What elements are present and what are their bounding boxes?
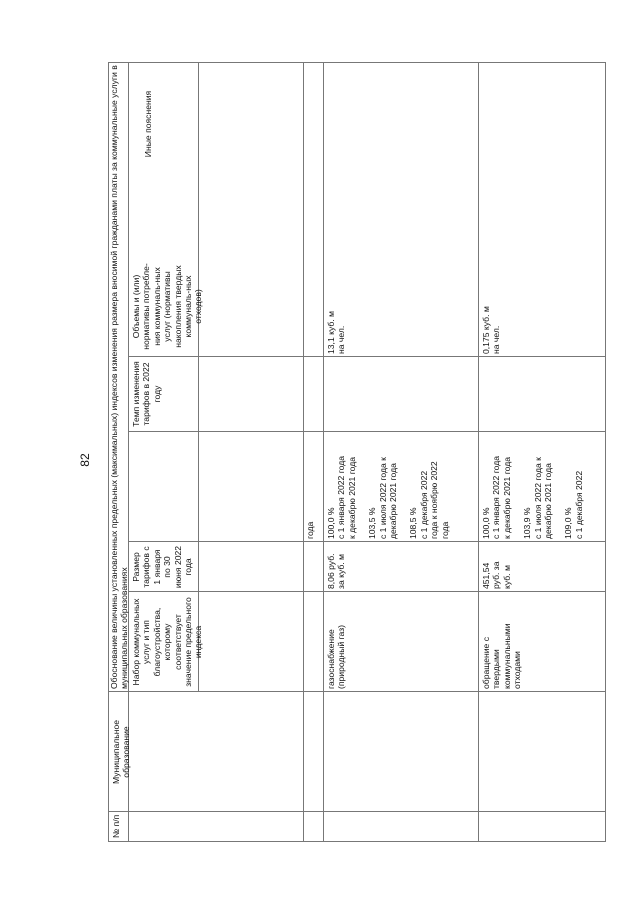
rate-item: 103,9 % с 1 июля 2022 года к декабрю 2021 года bbox=[522, 457, 554, 539]
table-row-2-rates bbox=[481, 433, 603, 539]
header-volumes: Объемы и (или) нормативы потребле-ния коммуналь-ных услуг (нормативы накопления твердых коммуналь-ных отходов) bbox=[131, 263, 204, 350]
header-num: № п/п bbox=[111, 814, 121, 838]
table-row-1-volume: 13,1 куб. м на чел. bbox=[326, 311, 347, 354]
table-row-1-service: газоснабжение (природный газ) bbox=[326, 624, 347, 689]
table-rule bbox=[478, 62, 479, 842]
table-rule bbox=[108, 691, 606, 692]
rate-item: 100,0 % с 1 января 2022 года к декабрю 2021 года bbox=[326, 455, 357, 539]
table-rule bbox=[303, 62, 304, 842]
header-other: Иные пояснения bbox=[143, 90, 153, 158]
table-row-2-tariff: 451,54 руб. за куб. м bbox=[481, 561, 512, 589]
rate-item: 103,5 % с 1 июля 2022 года к декабрю 2021 года bbox=[367, 457, 399, 539]
rate-item: 108,5 % с 1 декабря 2022 года к ноябрю 2022 года bbox=[408, 461, 450, 539]
table-border-bottom bbox=[605, 62, 606, 842]
table-rule bbox=[128, 541, 606, 542]
table-rule bbox=[108, 811, 606, 812]
rotated-table bbox=[108, 62, 606, 842]
table-rule bbox=[128, 591, 606, 592]
header-tariff-size: Размер тарифов с 1 января по 30 июня 2022 года bbox=[131, 545, 194, 589]
table-rule bbox=[128, 431, 606, 432]
header-services: Набор коммунальных услуг и тип благоустройства, которому соответствует значение предельного индекса bbox=[131, 597, 204, 687]
carry-over-text: года bbox=[305, 521, 315, 539]
rate-item: 100,0 % с 1 января 2022 года к декабрю 2021 года bbox=[481, 455, 512, 539]
table-border-right bbox=[108, 62, 606, 63]
header-municipality: Муниципальное образование bbox=[111, 719, 132, 785]
table-rule bbox=[128, 356, 606, 357]
table-row-2-volume: 0,175 куб. м на чел. bbox=[481, 306, 502, 354]
header-tariff-rate: Темп изменения тарифов в 2022 году bbox=[131, 361, 162, 427]
table-border-left bbox=[108, 841, 606, 842]
table-row-1-rates bbox=[326, 433, 476, 539]
header-justification: Обоснование величины установленных предельных (максимальных) индексов изменения размера вносимой гражданами платы за коммунальные услуги в муниципальных образованиях bbox=[109, 65, 130, 689]
table-rule bbox=[323, 62, 324, 842]
rate-item: 109,0 % с 1 декабря 2022 bbox=[563, 470, 584, 539]
table-row-2-service: обращение с твердыми коммунальными отходами bbox=[481, 623, 523, 689]
table-row-1-tariff: 8,06 руб. за куб. м bbox=[326, 553, 347, 589]
page-number: 82 bbox=[78, 453, 92, 467]
table-rule bbox=[198, 62, 199, 692]
